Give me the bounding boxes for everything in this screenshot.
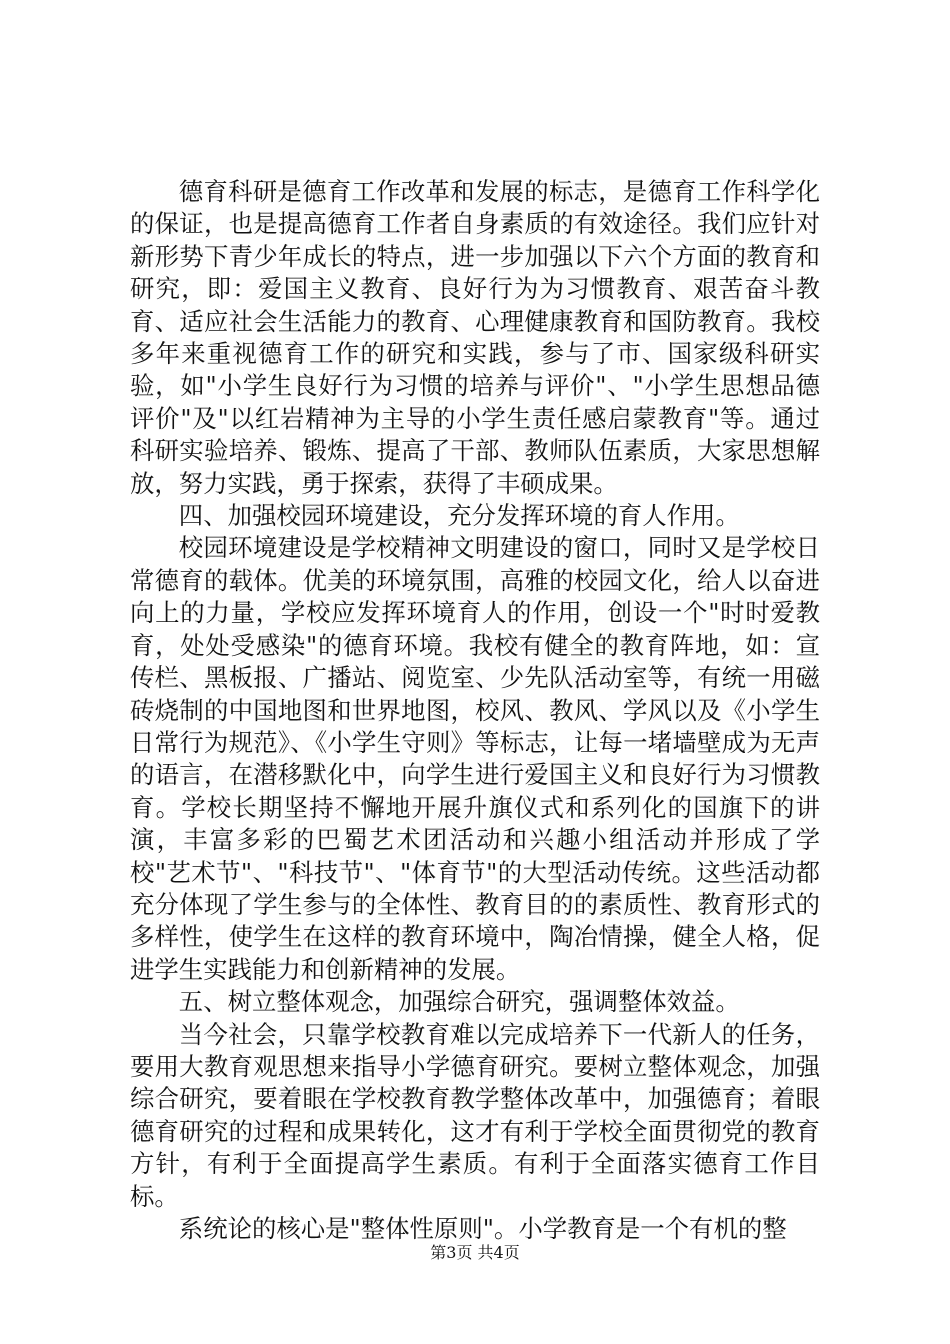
document-body [130,176,820,1245]
page-number-footer: 第3页 共4页 [430,1243,520,1262]
paragraph-moral-research: 德育科研是德育工作改革和发展的标志，是德育工作科学化的保证，也是提高德育工作者自身素质的有效途径。我们应针对新形势下青少年成长的特点，进一步加强以下六个方面的教育和研究，即：爱国主义教育、良好行为为习惯教育、艰苦奋斗教育、适应社会生活能力的教育、心理健康教育和国防教育。我校多年来重视德育工作的研究和实践，参与了市、国家级科研实验，如"小学生良好行为习惯的培养与评价"、"小学生思想品德评价"及"以红岩精神为主导的小学生责任感启蒙教育"等。通过科研实验培养、锻炼、提高了干部、教师队伍素质，大家思想解放，努力实践，勇于探索，获得了丰硕成果。 [130,177,820,498]
paragraph-holistic-view: 当今社会，只靠学校教育难以完成培养下一代新人的任务，要用大教育观思想来指导小学德育研究。要树立整体观念，加强综合研究，要着眼在学校教育教学整体改革中，加强德育；着眼德育研究的过程和成果转化，这才有利于学校全面贯彻党的教育方针，有利于全面提高学生素质。有利于全面落实德育工作目标。 [130,1019,820,1211]
paragraph-system-theory: 系统论的核心是"整体性原则"。小学教育是一个有机的整 [178,1214,787,1243]
section-heading-five: 五、树立整体观念，加强综合研究，强调整体效益。 [178,987,740,1017]
paragraph-campus-environment: 校园环境建设是学校精神文明建设的窗口，同时又是学校日常德育的载体。优美的环境氛围，高雅的校园文化，给人以奋进向上的力量，学校应发挥环境育人的作用，创设一个"时时爱教育，处处受感染"的德育环境。我校有健全的教育阵地，如：宣传栏、黑板报、广播站、阅览室、少先队活动室等，有统一用磁砖烧制的中国地图和世界地图，校风、教风、学风以及《小学生日常行为规范》、《小学生守则》等标志，让每一堵墙壁成为无声的语言，在潜移默化中，向学生进行爱国主义和良好行为习惯教育。学校长期坚持不懈地开展升旗仪式和系列化的国旗下的讲演，丰富多彩的巴蜀艺术团活动和兴趣小组活动并形成了学校"艺术节"、"科技节"、"体育节"的大型活动传统。这些活动都充分体现了学生参与的全体性、教育目的的素质性、教育形式的多样性，使学生在这样的教育环境中，陶冶情操，健全人格，促进学生实践能力和创新精神的发展。 [130,533,820,984]
section-heading-four: 四、加强校园环境建设，充分发挥环境的育人作用。 [178,501,740,531]
